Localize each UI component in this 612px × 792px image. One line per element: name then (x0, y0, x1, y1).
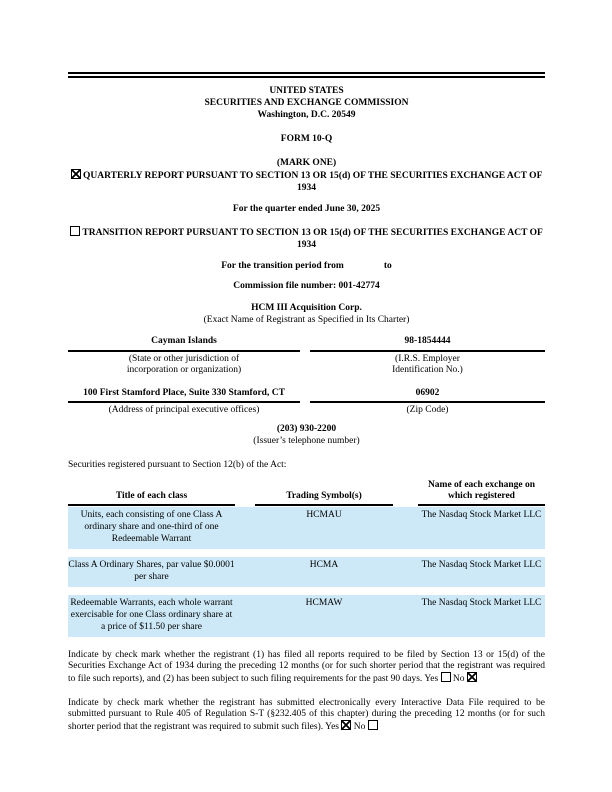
securities-table-header (68, 480, 545, 506)
zip-value: 06902 (310, 388, 545, 404)
no-checkbox-checked-icon (467, 672, 477, 682)
phone-number: (203) 930-2200 (276, 424, 337, 434)
quarterly-report-text: QUARTERLY REPORT PURSUANT TO SECTION 13 OR 15(d) OF THE SECURITIES EXCHANGE ACT OF 1934 (82, 170, 543, 193)
row-exchange: The Nasdaq Stock Market LLC (421, 509, 542, 520)
address-zip-row (68, 388, 545, 417)
address-value: 100 First Stamford Place, Suite 330 Stamford, CT (68, 388, 300, 404)
transition-report-text: TRANSITION REPORT PURSUANT TO SECTION 13 OR 15(d) OF THE SECURITIES EXCHANGE ACT OF 1934 (82, 228, 543, 250)
irs-number-value: 98-1854444 (310, 336, 545, 352)
transition-period-line (68, 261, 545, 273)
column-gap (300, 388, 310, 417)
zip-column (310, 388, 545, 417)
quarterly-report-line (68, 169, 545, 194)
yes-label: Yes (325, 721, 339, 732)
jurisdiction-column (68, 336, 300, 376)
jurisdiction-value: Cayman Islands (68, 336, 300, 352)
transition-period-to: to (383, 261, 392, 271)
securities-12b-intro: Securities registered pursuant to Section 12(b) of the Act: (68, 460, 287, 470)
phone-caption: (Issuer’s telephone number) (253, 436, 360, 446)
row-title: Redeemable Warrants, each whole warrant exercisable for one Class ordinary share at a price of $11.50 per share (70, 597, 233, 632)
no-label: No (452, 673, 465, 684)
top-double-rule (68, 72, 545, 78)
row-symbol: HCMAW (305, 597, 343, 608)
row-title: Class A Ordinary Shares, par value $0.0001 per share (68, 559, 235, 582)
quarter-ended-line: For the quarter ended June 30, 2025 (232, 203, 381, 214)
registrant-name-block (68, 302, 545, 326)
securities-table (68, 480, 545, 637)
table-row (68, 557, 545, 587)
mark-one-block (68, 157, 545, 194)
col-header-symbol: Trading Symbol(s) (255, 491, 393, 506)
united-states-title: UNITED STATES (269, 86, 344, 96)
no-label: No (353, 721, 366, 732)
filed-reports-question (68, 650, 545, 685)
irs-column (310, 336, 545, 376)
form-type-title: FORM 10-Q (280, 134, 333, 144)
row-exchange: The Nasdaq Stock Market LLC (421, 597, 542, 608)
transition-report-block (68, 226, 545, 251)
interactive-data-question (68, 698, 545, 733)
table-row (68, 507, 545, 549)
question-text: Indicate by check mark whether the registrant (1) has filed all reports required to be filed by Section 13 or 15(d) of the Securities Exchange Act of 1934 during the preceding 12 months (or for such shorter period that the registrant was required to file such reports), and (2) has been subject to such filing requirements for the past 90 days. (68, 649, 545, 684)
address-column (68, 388, 300, 417)
no-checkbox-unchecked-icon (368, 720, 378, 730)
sec-commission-title: SECURITIES AND EXCHANGE COMMISSION (204, 98, 409, 108)
question-text: Indicate by check mark whether the registrant has submitted electronically every Interactive Data File required to be submitted pursuant to Rule 405 of Regulation S-T (§232.405 of this chapter) during the preceding 12 months (or for such shorter period that the registrant was required to submit such files). (68, 697, 545, 732)
col-header-exchange: Name of each exchange on which registered (418, 480, 545, 506)
table-row (68, 595, 545, 637)
jurisdiction-caption: (State or other jurisdiction of incorporation or organization) (126, 353, 242, 375)
irs-caption: (I.R.S. Employer Identification No.) (392, 353, 463, 375)
transition-report-line (68, 226, 545, 251)
yes-checkbox-unchecked-icon (441, 672, 451, 682)
col-header-title: Title of each class (68, 491, 235, 506)
row-symbol: HCMA (309, 559, 339, 570)
row-exchange: The Nasdaq Stock Market LLC (421, 559, 542, 570)
sec-address: Washington, D.C. 20549 (257, 110, 356, 120)
registrant-name-caption: (Exact Name of Registrant as Specified in Its Charter) (203, 315, 410, 325)
yes-checkbox-checked-icon (341, 720, 351, 730)
row-title: Units, each consisting of one Class A ordinary share and one-third of one Redeemable Warrant (80, 509, 223, 544)
registrant-name: HCM III Acquisition Corp. (251, 303, 362, 313)
quarterly-checkbox-checked-icon (71, 169, 81, 179)
yes-label: Yes (424, 673, 439, 684)
mark-one-label: (MARK ONE) (276, 157, 337, 168)
column-gap (300, 336, 310, 376)
address-caption: (Address of principal executive offices) (108, 405, 260, 415)
row-symbol: HCMAU (306, 509, 342, 520)
phone-block (68, 423, 545, 447)
transition-period-from: For the transition period from (221, 261, 344, 271)
transition-checkbox-unchecked-icon (70, 226, 80, 236)
sec-header (68, 85, 545, 121)
zip-caption: (Zip Code) (406, 405, 449, 415)
commission-file-number: Commission file number: 001-42774 (233, 280, 380, 291)
jurisdiction-irs-row (68, 336, 545, 376)
